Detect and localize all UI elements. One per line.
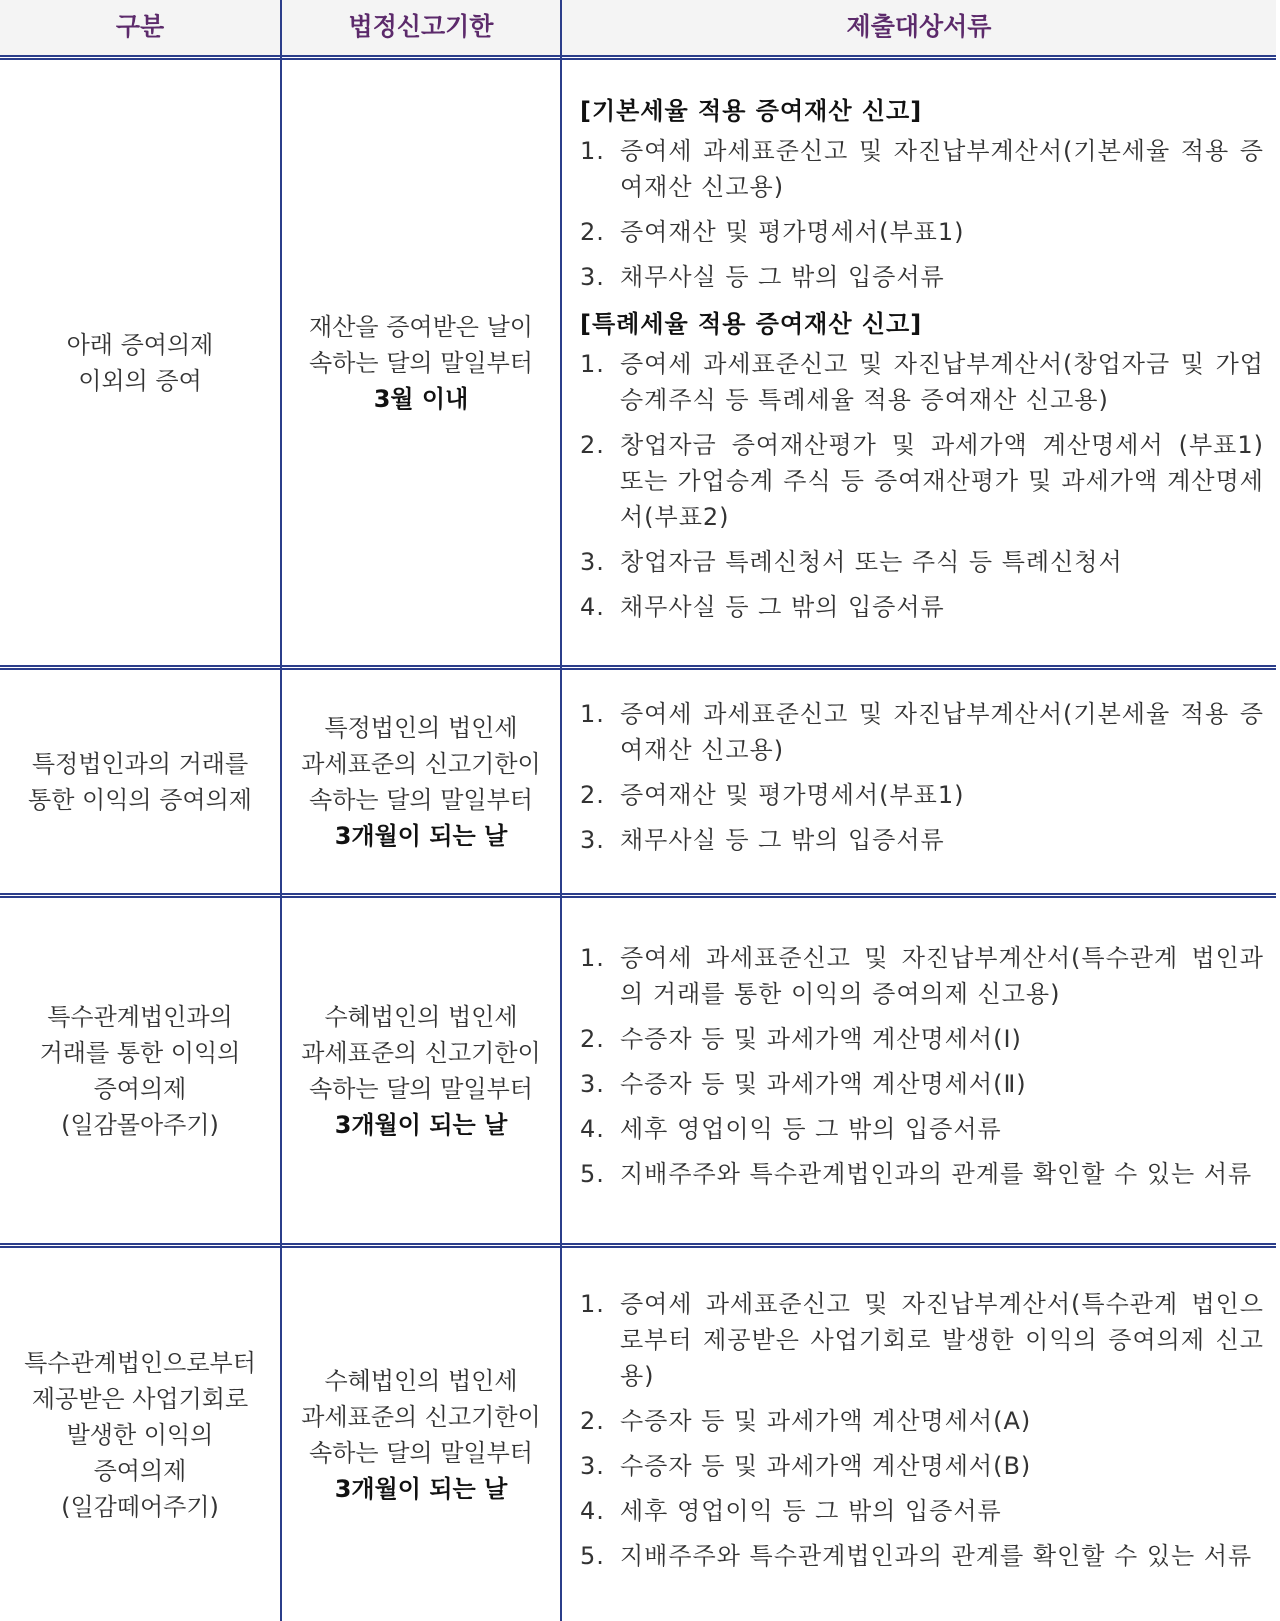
document-item [580, 1156, 1264, 1192]
document-item [580, 822, 1264, 858]
item-number: 3. [580, 548, 605, 576]
category-text: 아래 증여의제 이외의 증여 [66, 330, 214, 395]
item-number: 1. [580, 350, 605, 378]
item-number: 1. [580, 137, 605, 165]
item-text: 지배주주와 특수관계법인과의 관계를 확인할 수 있는 서류 [620, 1542, 1253, 1570]
item-text: 증여세 과세표준신고 및 자진납부계산서(기본세율 적용 증여재산 신고용) [620, 137, 1264, 201]
deadline-bold: 3개월이 되는 날 [334, 821, 508, 850]
item-number: 3. [580, 1070, 605, 1098]
document-item [580, 427, 1264, 535]
item-text: 증여재산 및 평가명세서(부표1) [620, 218, 965, 246]
item-text: 수증자 등 및 과세가액 계산명세서(Ⅰ) [620, 1025, 1022, 1053]
document-item [580, 544, 1264, 580]
item-text: 채무사실 등 그 밖의 입증서류 [620, 263, 945, 291]
item-text: 세후 영업이익 등 그 밖의 입증서류 [620, 1497, 1002, 1525]
item-number: 4. [580, 593, 605, 621]
item-text: 수증자 등 및 과세가액 계산명세서(B) [620, 1452, 1032, 1480]
documents-cell [562, 60, 1276, 665]
item-text: 증여세 과세표준신고 및 자진납부계산서(기본세율 적용 증여재산 신고용) [620, 700, 1264, 764]
table-header [0, 0, 1276, 56]
item-text: 증여세 과세표준신고 및 자진납부계산서(특수관계 법인과의 거래를 통한 이익의 증여의제 신고용) [620, 944, 1264, 1008]
deadline-bold: 3개월이 되는 날 [334, 1474, 508, 1503]
deadline-text: 재산을 증여받은 날이 속하는 달의 말일부터 [309, 312, 533, 377]
item-number: 3. [580, 1452, 605, 1480]
category-cell [0, 670, 280, 893]
item-number: 5. [580, 1542, 605, 1570]
deadline-cell [282, 898, 560, 1243]
section-title: [기본세율 적용 증여재산 신고] [580, 97, 923, 125]
document-item [580, 1286, 1264, 1394]
document-item [580, 133, 1264, 205]
document-item [580, 1066, 1264, 1102]
document-item [580, 259, 1264, 295]
documents-cell [562, 1248, 1276, 1621]
item-text: 창업자금 특례신청서 또는 주식 등 특례신청서 [620, 548, 1123, 576]
item-number: 5. [580, 1160, 605, 1188]
item-text: 증여재산 및 평가명세서(부표1) [620, 781, 965, 809]
document-item [580, 1448, 1264, 1484]
item-text: 증여세 과세표준신고 및 자진납부계산서(특수관계 법인으로부터 제공받은 사업기회로 발생한 이익의 증여의제 신고용) [620, 1290, 1264, 1390]
item-text: 세후 영업이익 등 그 밖의 입증서류 [620, 1115, 1002, 1143]
deadline-bold: 3개월이 되는 날 [334, 1110, 508, 1139]
item-number: 2. [580, 1407, 605, 1435]
document-item [580, 940, 1264, 1012]
item-number: 4. [580, 1497, 605, 1525]
document-item [580, 777, 1264, 813]
deadline-text: 특정법인의 법인세 과세표준의 신고기한이 속하는 달의 말일부터 [301, 713, 541, 814]
item-text: 수증자 등 및 과세가액 계산명세서(A) [620, 1407, 1032, 1435]
category-cell [0, 1248, 280, 1621]
item-text: 증여세 과세표준신고 및 자진납부계산서(창업자금 및 가업승계주식 등 특례세율 적용 증여재산 신고용) [620, 350, 1264, 414]
documents-cell [562, 670, 1276, 893]
deadline-cell [282, 1248, 560, 1621]
section-title: [특례세율 적용 증여재산 신고] [580, 310, 923, 338]
header-documents: 제출대상서류 [846, 12, 992, 41]
item-number: 1. [580, 700, 605, 728]
category-text: 특수관계법인과의 거래를 통한 이익의 증여의제 (일감몰아주기) [39, 1002, 241, 1139]
document-item [580, 696, 1264, 768]
category-text: 특수관계법인으로부터 제공받은 사업기회로 발생한 이익의 증여의제 (일감떼어주기) [24, 1348, 256, 1521]
document-item [580, 589, 1264, 625]
deadline-cell [282, 60, 560, 665]
item-text: 수증자 등 및 과세가액 계산명세서(Ⅱ) [620, 1070, 1027, 1098]
item-number: 4. [580, 1115, 605, 1143]
category-cell [0, 60, 280, 665]
category-cell [0, 898, 280, 1243]
document-item [580, 346, 1264, 418]
item-number: 1. [580, 944, 605, 972]
item-number: 2. [580, 781, 605, 809]
header-deadline: 법정신고기한 [348, 12, 494, 41]
document-item [580, 1493, 1264, 1529]
document-item [580, 1538, 1264, 1574]
item-number: 2. [580, 431, 605, 459]
deadline-bold: 3월 이내 [373, 384, 469, 413]
document-item [580, 214, 1264, 250]
category-text: 특정법인과의 거래를 통한 이익의 증여의제 [28, 749, 252, 814]
item-number: 3. [580, 826, 605, 854]
document-item [580, 1403, 1264, 1439]
deadline-text: 수혜법인의 법인세 과세표준의 신고기한이 속하는 달의 말일부터 [301, 1366, 541, 1467]
item-number: 2. [580, 1025, 605, 1053]
item-text: 창업자금 증여재산평가 및 과세가액 계산명세서 (부표1) 또는 가업승계 주식 등 증여재산평가 및 과세가액 계산명세서(부표2) [620, 431, 1264, 531]
deadline-text: 수혜법인의 법인세 과세표준의 신고기한이 속하는 달의 말일부터 [301, 1002, 541, 1103]
item-text: 채무사실 등 그 밖의 입증서류 [620, 593, 945, 621]
document-item [580, 1111, 1264, 1147]
item-number: 2. [580, 218, 605, 246]
item-number: 1. [580, 1290, 605, 1318]
item-text: 채무사실 등 그 밖의 입증서류 [620, 826, 945, 854]
deadline-cell [282, 670, 560, 893]
document-item [580, 1021, 1264, 1057]
header-category: 구분 [115, 12, 165, 41]
item-text: 지배주주와 특수관계법인과의 관계를 확인할 수 있는 서류 [620, 1160, 1253, 1188]
documents-cell [562, 898, 1276, 1243]
item-number: 3. [580, 263, 605, 291]
